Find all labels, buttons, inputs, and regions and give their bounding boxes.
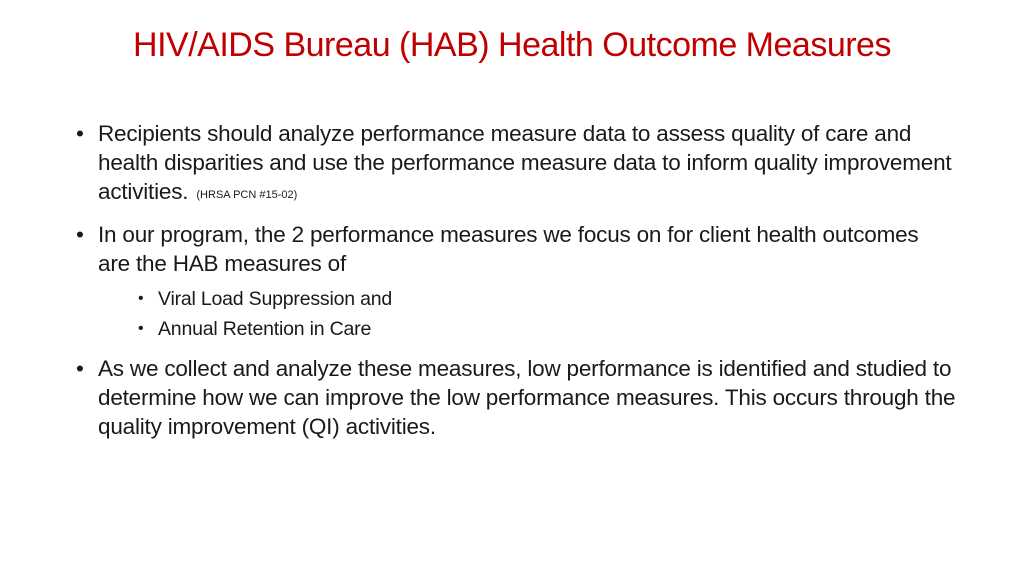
bullet-text-1: Recipients should analyze performance measure data to assess quality of care and health disparities and use the performance measure data to inform quality improvement activities. — [98, 121, 952, 204]
sub-bullet-item-1 — [98, 284, 956, 314]
sub-bullet-text-2: Annual Retention in Care — [158, 318, 372, 340]
citation: (HRSA PCN #15-02) — [196, 189, 298, 201]
sub-bullet-dot-icon: • — [138, 290, 144, 307]
bullet-item-1 — [76, 119, 956, 210]
bullet-dot-icon: • — [76, 356, 84, 381]
sub-bullet-item-2 — [98, 314, 956, 344]
sub-bullet-list — [98, 284, 956, 344]
bullet-item-3 — [76, 354, 956, 441]
bullet-dot-icon: • — [76, 121, 84, 146]
slide-title: HIV/AIDS Bureau (HAB) Health Outcome Measures — [133, 26, 891, 64]
bullet-list — [76, 119, 956, 451]
bullet-dot-icon: • — [76, 222, 84, 247]
bullet-item-2 — [76, 220, 956, 344]
sub-bullet-dot-icon: • — [138, 320, 144, 337]
bullet-text-3: As we collect and analyze these measures, low performance is identified and studied to determine how we can improve the low performance measures. This occurs through the quality improvement (QI) activities. — [98, 356, 956, 439]
bullet-text-2: In our program, the 2 performance measures we focus on for client health outcomes are the HAB measures of — [98, 222, 919, 276]
sub-bullet-text-1: Viral Load Suppression and — [158, 288, 393, 310]
